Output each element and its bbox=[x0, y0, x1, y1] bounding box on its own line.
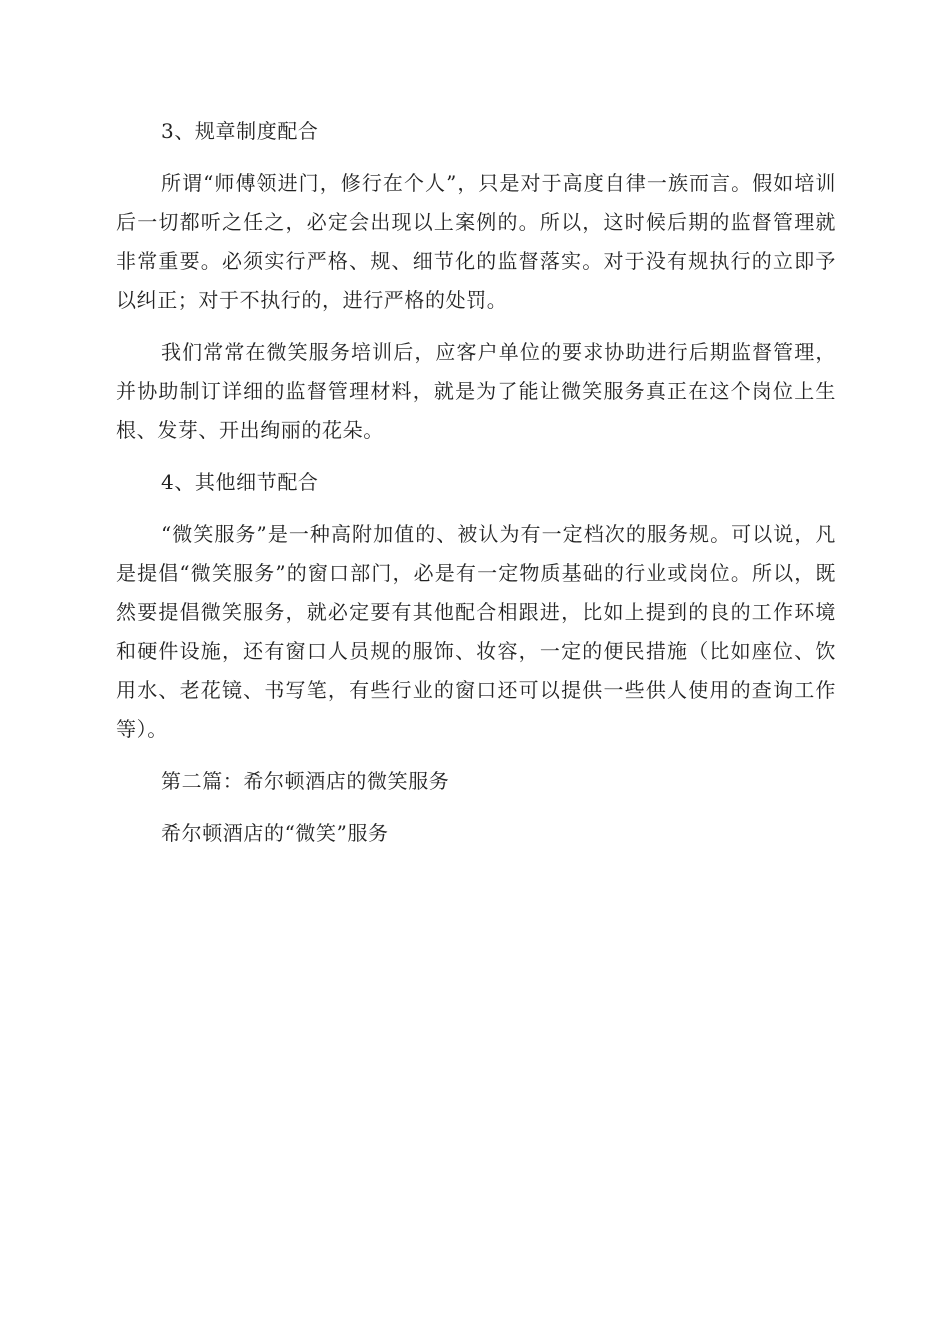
paragraph-other-details: “微笑服务”是一种高附加值的、被认为有一定档次的服务规。可以说，凡是提倡“微笑服务”的窗口部门，必是有一定物质基础的行业或岗位。所以，既然要提倡微笑服务，就必定要有其他配合相跟进，比如上提到的良的工作环境和硬件设施，还有窗口人员规的服饰、妆容，一定的便民措施（比如座位、饮用水、老花镜、书写笔，有些行业的窗口还可以提供一些供人使用的查询工作等）。 bbox=[116, 522, 836, 741]
paragraph-follow-up: 我们常常在微笑服务培训后，应客户单位的要求协助进行后期监督管理，并协助制订详细的监督管理材料，就是为了能让微笑服务真正在这个岗位上生根、发芽、开出绚丽的花朵。 bbox=[116, 340, 836, 442]
document-body bbox=[116, 112, 836, 866]
section-heading-3: 3、规章制度配合 bbox=[161, 119, 319, 143]
paragraph-supervision: 所谓“师傅领进门，修行在个人”，只是对于高度自律一族而言。假如培训后一切都听之任之，必定会出现以上案例的。所以，这时候后期的监督管理就非常重要。必须实行严格、规、细节化的监督落实。对于没有规执行的立即予以纠正；对于不执行的，进行严格的处罚。 bbox=[116, 171, 836, 312]
chapter-subheading: 希尔顿酒店的“微笑”服务 bbox=[161, 821, 389, 845]
section-heading-4: 4、其他细节配合 bbox=[161, 470, 319, 494]
chapter-heading-part-two: 第二篇：希尔顿酒店的微笑服务 bbox=[161, 769, 450, 793]
